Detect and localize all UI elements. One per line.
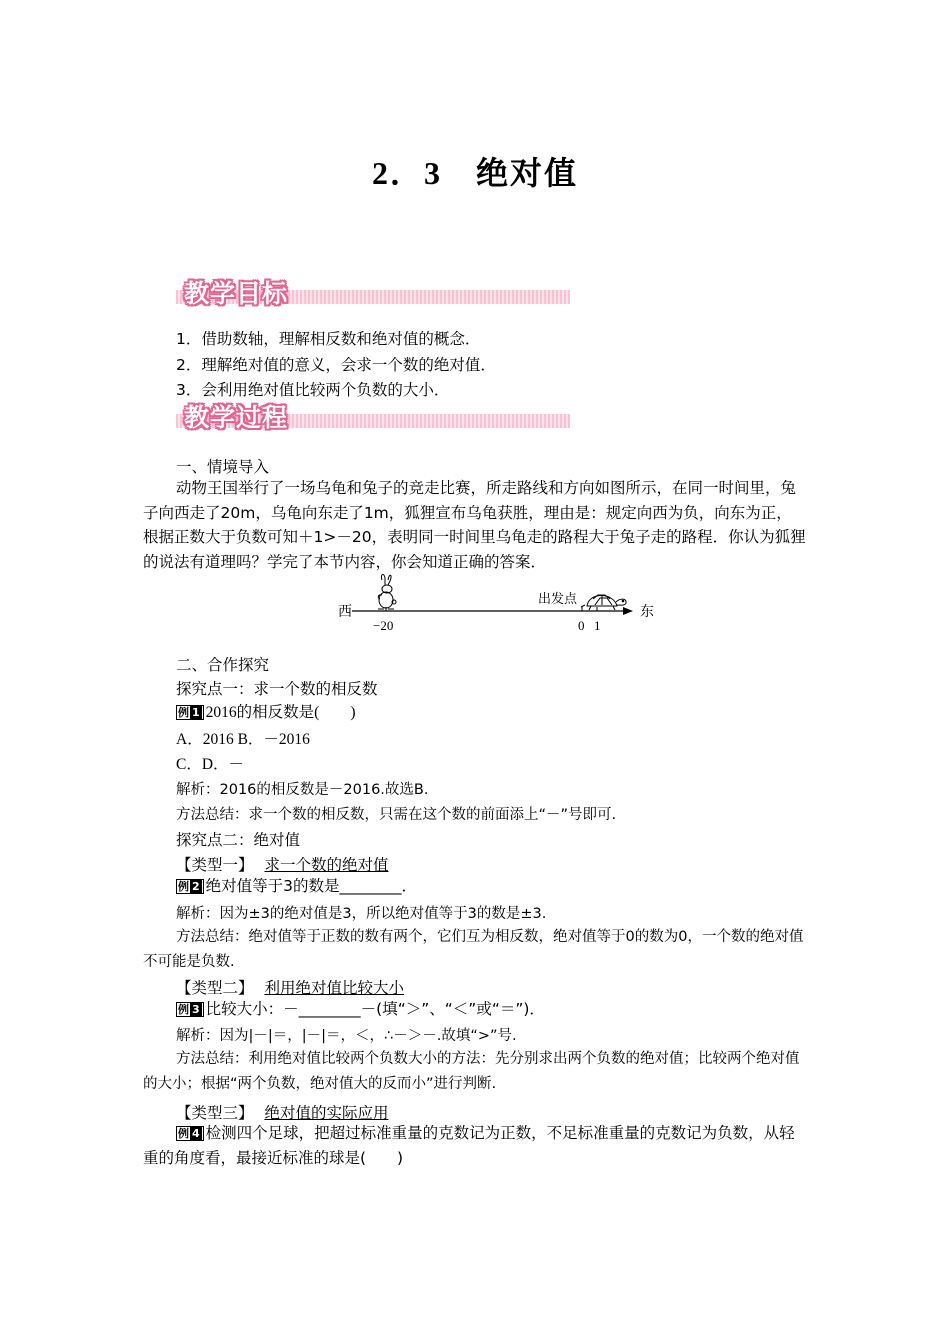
- goal-item-3: 3．会利用绝对值比较两个负数的大小．: [176, 381, 450, 399]
- type2-label: 【类型二】: [176, 979, 254, 997]
- example1-analysis: 解析：2016的相反数是－2016.故选B.: [176, 782, 429, 798]
- example2-analysis: 解析：因为±3的绝对值是3，所以绝对值等于3的数是±3.: [176, 906, 547, 922]
- point2-heading: 探究点二：绝对值: [176, 831, 301, 849]
- type2-title: 利用绝对值比较大小: [264, 979, 404, 997]
- type3-heading: [176, 1101, 388, 1123]
- example3-analysis: 解析：因为|－|＝，|－|＝，＜，∴－＞－.故填“>”号.: [176, 1028, 517, 1044]
- label-neg20: −20: [373, 618, 394, 633]
- type1-heading: [176, 853, 388, 875]
- example2-summary: 方法总结：绝对值等于正数的数有两个，它们互为相反数，绝对值等于0的数为0，一个数的绝对值不可能是负数.: [143, 929, 804, 970]
- goals-banner: [176, 274, 570, 318]
- process-banner: [176, 398, 570, 442]
- intro-paragraph: 动物王国举行了一场乌龟和兔子的竞走比赛，所走路线和方向如图所示，在同一时间里，兔子向西走了20m，乌龟向东走了1m，狐狸宣布乌龟获胜，理由是：规定向西为负，向东为正，根据正数大于负数可知＋1>－20，表明同一时间里乌龟走的路程大于兔子走的路程．你认为狐狸的说法有道理吗？学完了本节内容，你会知道正确的答案．: [143, 479, 806, 571]
- example-badge: 例 1: [176, 705, 204, 720]
- example-badge: 例 3: [176, 1002, 204, 1017]
- example1-summary: 方法总结：求一个数的相反数，只需在这个数的前面添上“－”号即可.: [176, 807, 617, 823]
- label-start: 出发点: [538, 591, 578, 606]
- label-east: 东: [640, 605, 654, 620]
- intro-heading: 一、情境导入: [176, 458, 270, 476]
- turtle-icon: [581, 595, 626, 610]
- process-banner-label: 教学过程: [184, 403, 289, 432]
- example-badge: 例 2: [176, 879, 204, 894]
- type2-heading: [176, 976, 404, 998]
- example3-question: 例 3 比较大小：－________－(填“＞”、“＜”或“＝”)．: [178, 1000, 545, 1018]
- example1-question: 例 1 2016的相反数是( ): [178, 704, 356, 721]
- number-line-figure: [330, 572, 660, 634]
- goal-item-2: 2．理解绝对值的意义，会求一个数的绝对值．: [176, 356, 496, 374]
- example4-question: 例 4 检测四个足球，把超过标准重量的克数记为正数，不足标准重量的克数记为负数，从轻重的角度看，最接近标准的球是( ): [143, 1124, 795, 1167]
- label-zero: 0: [578, 618, 585, 633]
- point1-heading: 探究点一：求一个数的相反数: [176, 680, 378, 698]
- example2-question: 例 2 绝对值等于3的数是________．: [178, 877, 418, 895]
- label-one: 1: [594, 618, 601, 633]
- type3-title: 绝对值的实际应用: [264, 1104, 389, 1122]
- section2-heading: 二、合作探究: [176, 656, 270, 674]
- type3-label: 【类型三】: [176, 1104, 254, 1122]
- type1-title: 求一个数的绝对值: [264, 856, 389, 874]
- example1-options-cd: C．D．－: [176, 756, 245, 773]
- label-west: 西: [338, 605, 352, 620]
- goals-banner-label: 教学目标: [184, 279, 289, 308]
- example-badge: 例 4: [176, 1126, 204, 1141]
- type1-label: 【类型一】: [176, 856, 254, 874]
- example3-summary: 方法总结：利用绝对值比较两个负数大小的方法：先分别求出两个负数的绝对值；比较两个绝对值的大小；根据“两个负数，绝对值大的反而小”进行判断.: [143, 1051, 800, 1092]
- goal-item-1: 1．借助数轴，理解相反数和绝对值的概念．: [176, 330, 481, 348]
- axis-arrow-icon: [623, 607, 633, 615]
- page-title: 2．3 绝对值: [371, 155, 578, 191]
- example1-options-ab: A．2016 B．－2016: [176, 731, 310, 748]
- rabbit-icon: [378, 574, 396, 609]
